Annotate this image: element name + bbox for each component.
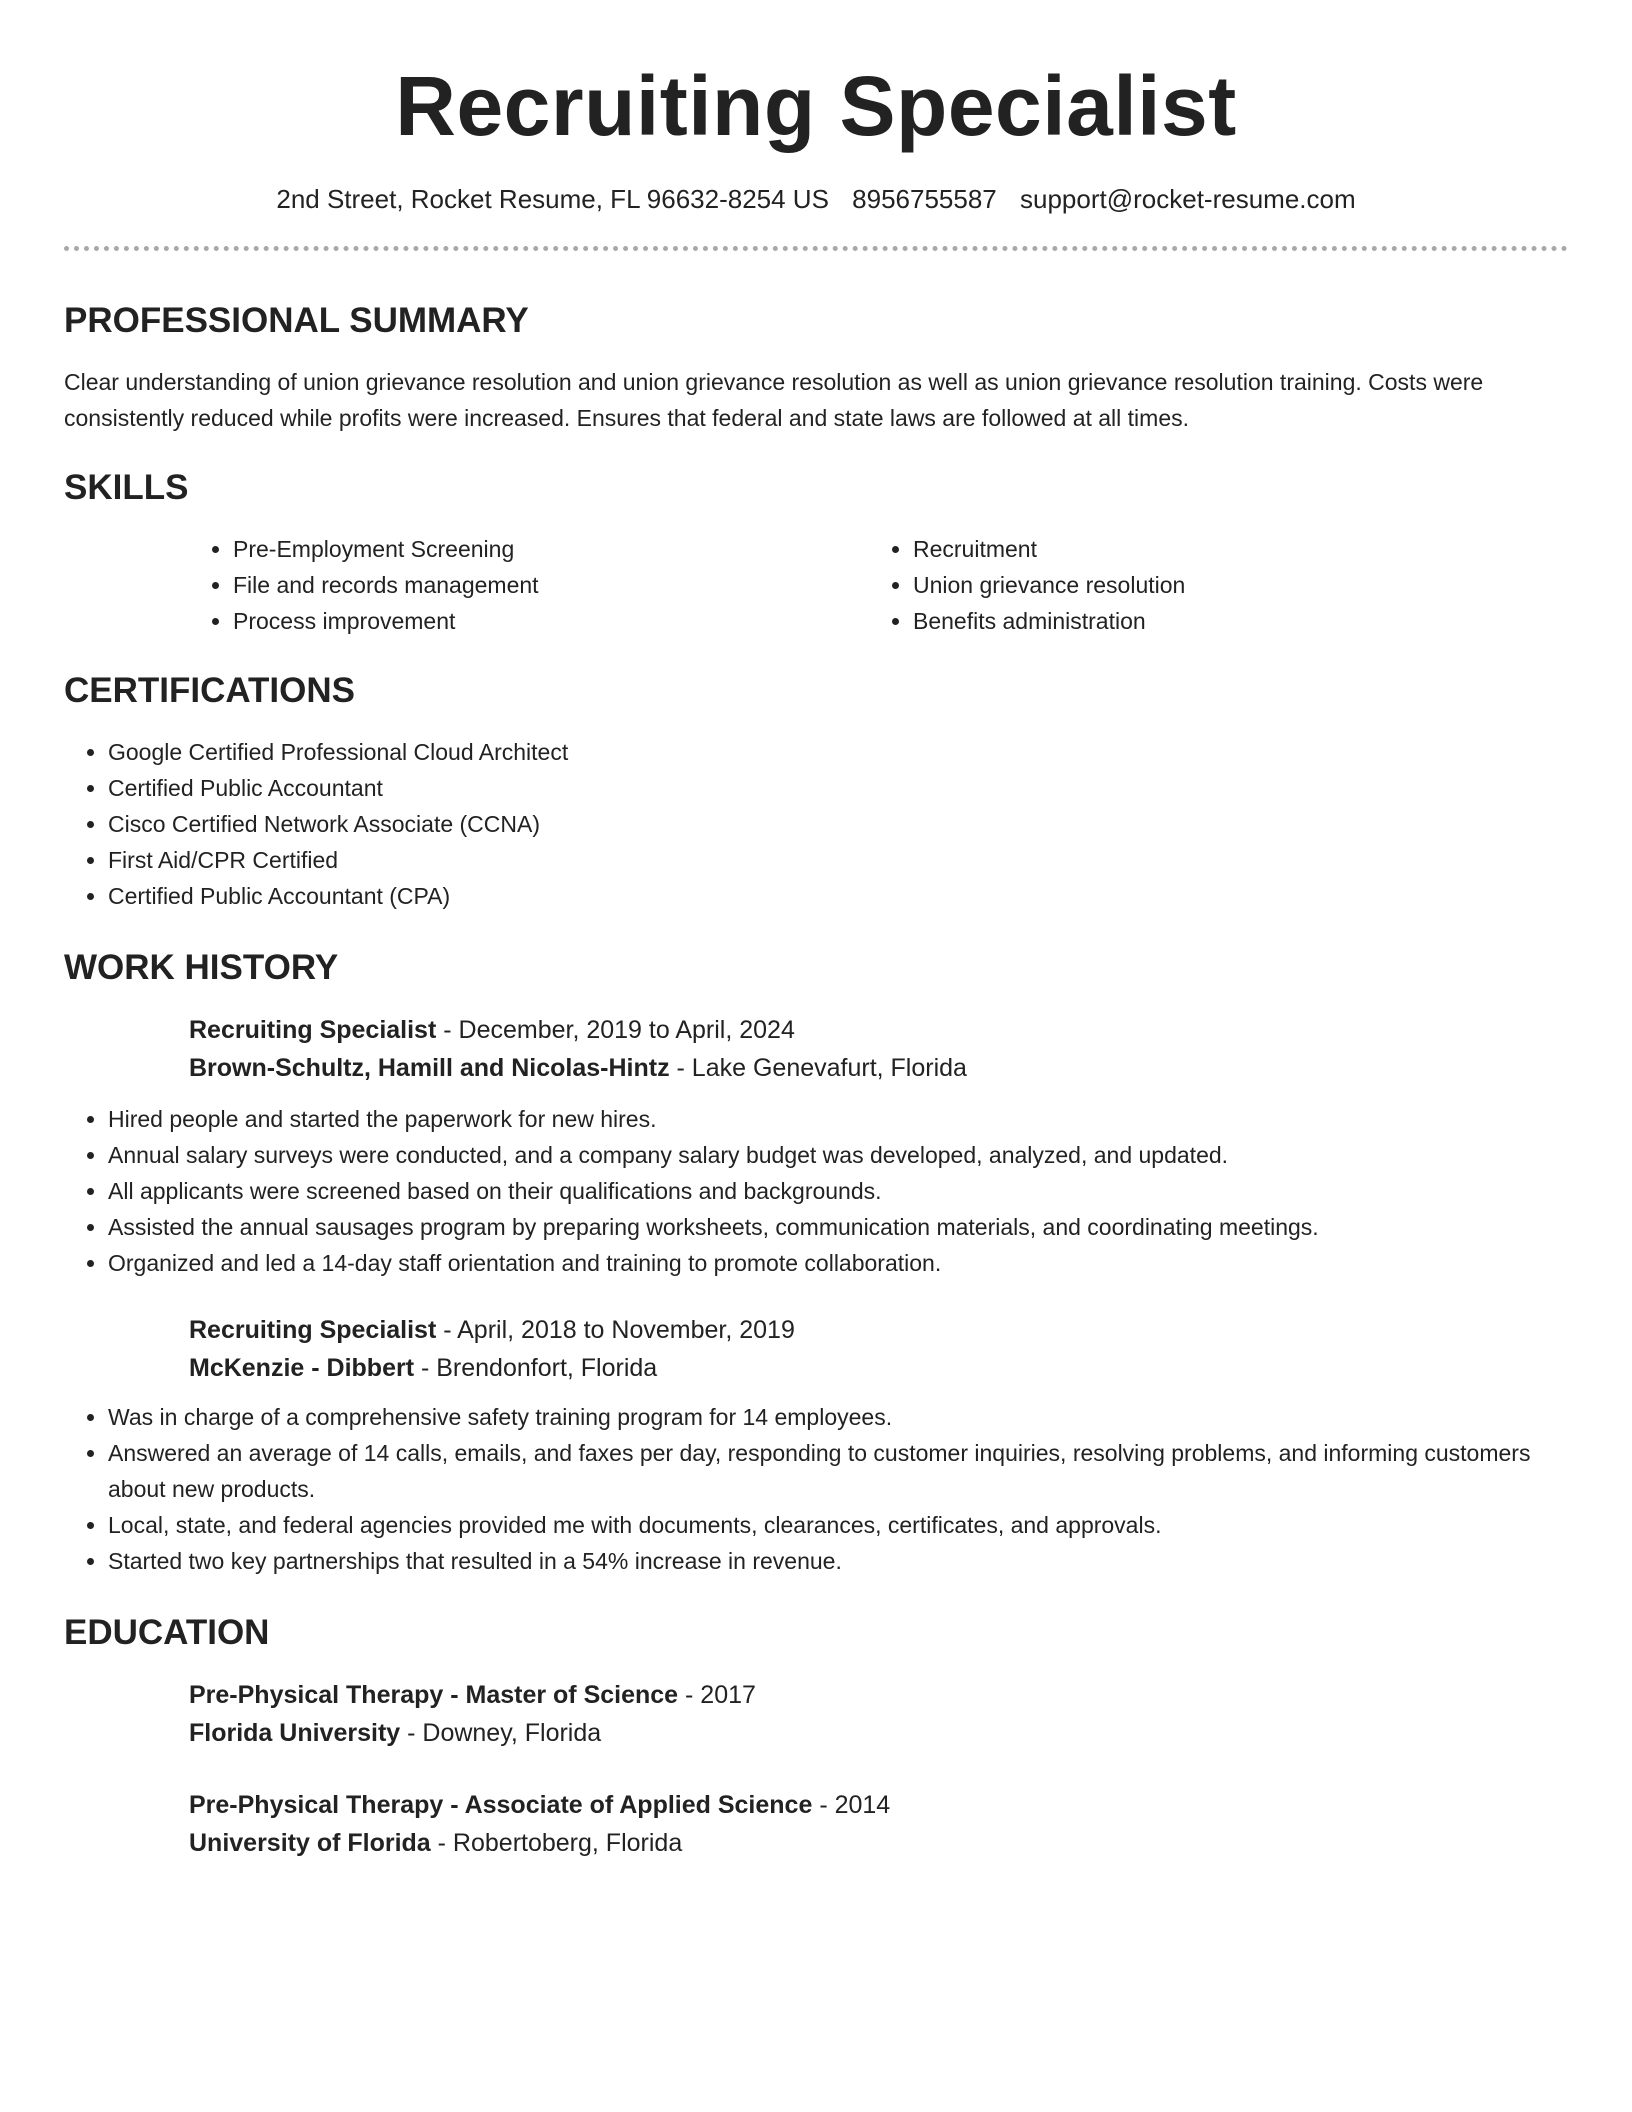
certifications-list [64, 734, 1568, 914]
section-summary [64, 303, 1568, 436]
education-location: - Robertoberg, Florida [430, 1829, 683, 1857]
list-item: • Assisted the annual sausages program by preparing worksheets, communication materials, and coordinating meetings. [108, 1209, 1568, 1245]
list-item: • File and records management [233, 567, 869, 603]
education-school: University of Florida [189, 1829, 431, 1857]
list-item: • Union grievance resolution [913, 567, 1549, 603]
list-item: • Cisco Certified Network Associate (CCNA) [108, 806, 1568, 842]
resume-name: Recruiting Specialist [395, 59, 1237, 153]
section-title-skills: SKILLS [64, 468, 189, 507]
section-title-education: EDUCATION [64, 1613, 270, 1652]
education-degree: Pre-Physical Therapy - Master of Science [189, 1681, 679, 1709]
education-degree-line [189, 1786, 1568, 1824]
job-bullets [64, 1101, 1568, 1281]
skills-column-right [869, 531, 1549, 639]
contact-email: support@rocket-resume.com [1020, 184, 1356, 214]
list-item: • Annual salary surveys were conducted, and a company salary budget was developed, analyzed, and updated. [108, 1137, 1568, 1173]
education-school: Florida University [189, 1719, 401, 1747]
list-item: • Was in charge of a comprehensive safety training program for 14 employees. [108, 1399, 1568, 1435]
resume-page [64, 0, 1568, 1862]
section-certifications [64, 673, 1568, 914]
job-location: - Brendonfort, Florida [414, 1354, 658, 1382]
job-location: - Lake Genevafurt, Florida [669, 1054, 967, 1082]
contact-line [64, 186, 1568, 212]
education-degree: Pre-Physical Therapy - Associate of Applied Science [189, 1791, 813, 1819]
summary-text: Clear understanding of union grievance resolution and union grievance resolution as well as union grievance resolution training. Costs were consistently reduced while profits were increased. Ensures that federal and state laws are followed at all times. [64, 369, 1484, 431]
job-role: Recruiting Specialist [189, 1316, 437, 1344]
job-company: McKenzie - Dibbert [189, 1354, 415, 1382]
contact-phone: 8956755587 [852, 184, 997, 214]
skills-column-left [189, 531, 869, 639]
job-dates: - April, 2018 to November, 2019 [436, 1316, 795, 1344]
education-school-line [189, 1824, 1568, 1862]
job-role: Recruiting Specialist [189, 1016, 437, 1044]
job-company: Brown-Schultz, Hamill and Nicolas-Hintz [189, 1054, 670, 1082]
education-year: - 2017 [678, 1681, 756, 1709]
list-item: • Started two key partnerships that resulted in a 54% increase in revenue. [108, 1543, 1568, 1579]
education-degree-line [189, 1676, 1568, 1714]
header-divider [64, 246, 1568, 251]
list-item: • First Aid/CPR Certified [108, 842, 1568, 878]
section-skills [64, 470, 1568, 639]
list-item: • Recruitment [913, 531, 1549, 567]
list-item: • Process improvement [233, 603, 869, 639]
list-item: • Google Certified Professional Cloud Architect [108, 734, 1568, 770]
job-title-line [189, 1311, 1568, 1349]
job-entry [189, 1011, 1568, 1087]
list-item: • All applicants were screened based on their qualifications and backgrounds. [108, 1173, 1568, 1209]
list-item: • Pre-Employment Screening [233, 531, 869, 567]
education-entry [189, 1786, 1568, 1862]
job-dates: - December, 2019 to April, 2024 [436, 1016, 795, 1044]
job-entry [189, 1311, 1568, 1387]
list-item: • Organized and led a 14-day staff orientation and training to promote collaboration. [108, 1245, 1568, 1281]
list-item: • Certified Public Accountant (CPA) [108, 878, 1568, 914]
education-school-line [189, 1714, 1568, 1752]
section-title-certifications: CERTIFICATIONS [64, 671, 356, 710]
section-work-history [64, 950, 1568, 1579]
job-title-line [189, 1011, 1568, 1049]
list-item: • Hired people and started the paperwork for new hires. [108, 1101, 1568, 1137]
list-item: • Answered an average of 14 calls, emails, and faxes per day, responding to customer inquiries, resolving problems, and informing customers about new products. [108, 1435, 1568, 1507]
job-bullets [64, 1399, 1568, 1579]
job-company-line [189, 1349, 1568, 1387]
skills-columns [189, 531, 1568, 639]
list-item: • Local, state, and federal agencies provided me with documents, clearances, certificates, and approvals. [108, 1507, 1568, 1543]
section-title-work-history: WORK HISTORY [64, 948, 339, 987]
education-location: - Downey, Florida [400, 1719, 602, 1747]
list-item: • Benefits administration [913, 603, 1549, 639]
list-item: • Certified Public Accountant [108, 770, 1568, 806]
job-company-line [189, 1049, 1568, 1087]
education-year: - 2014 [812, 1791, 891, 1819]
section-title-summary: PROFESSIONAL SUMMARY [64, 301, 529, 340]
section-education [64, 1615, 1568, 1862]
contact-address: 2nd Street, Rocket Resume, FL 96632-8254 US [276, 184, 829, 214]
education-entry [189, 1676, 1568, 1752]
